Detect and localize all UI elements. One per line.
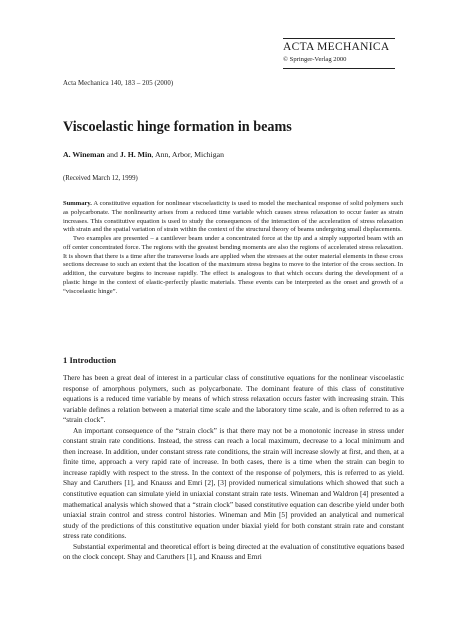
abstract-paragraph-2: Two examples are presented – a cantilever beam under a concentrated force at the tip and a simply supported beam with an off center concentrated force. The regions with the greatest bending moments are also the regions of accelerated stress relaxation. It is shown that there is a time after the transverse loads are applied when the stresses at the outer material elements in these cross sections decrease to such an extent that the location of the maximum stress begins to move to the interior of the cross section. In addition, the curvature begins to increase rapidly. The effect is analogous to that which occurs during the development of a plastic hinge in the context of elastic-perfectly plastic materials. These events can be interpreted as the onset and growth of a “viscoelastic hinge”. (63, 235, 403, 295)
journal-masthead (283, 38, 395, 69)
abstract-text-1: A constitutive equation for nonlinear viscoelasticity is used to model the mechanical response of solid polymers such as polycarbonate. The nonlinearity arises from a reduced time variable which causes stress relaxation to occur faster as strain increases. This constitutive equation is used to study the consequences of the interaction of the acceleration of stress relaxation with strain and the spatial variation of strain within the context of the structural theory of beams undergoing small displacements. (63, 200, 403, 234)
received-date: (Received March 12, 1999) (63, 175, 138, 182)
author-line (63, 150, 224, 160)
intro-paragraph-3: Substantial experimental and theoretical effort is being directed at the evaluation of constitutive equations based on the clock concept. Shay and Caruthers [1], and Knauss and Emri (63, 541, 404, 562)
journal-reference: Acta Mechanica 140, 183 – 205 (2000) (63, 80, 174, 87)
copyright-line: © Springer-Verlag 2000 (283, 56, 347, 63)
journal-name: ACTA MECHANICA (283, 41, 390, 53)
author-affiliation: , Ann, Arbor, Michigan (151, 150, 224, 159)
intro-paragraph-1: There has been a great deal of interest in a particular class of constitutive equations for the nonlinear viscoelastic response of amorphous polymers, such as polycarbonate. The dominant feature of this class of constitutive equations is a reduced time variable by means of which stress relaxation occurs faster with increasing strain. This variable defines a relation between a material time scale and the laboratory time scale, and is often referred to as a “strain clock”. (63, 373, 404, 425)
abstract-label: Summary. (63, 200, 92, 207)
author-conjunction: and (104, 150, 120, 159)
masthead-bottom-rule (283, 68, 395, 69)
author-1: A. Wineman (63, 150, 105, 159)
introduction-body (63, 373, 404, 563)
abstract (63, 200, 403, 296)
author-2: J. H. Min (119, 150, 152, 159)
abstract-paragraph-1 (63, 200, 403, 235)
section-heading-introduction: 1 Introduction (63, 355, 117, 365)
intro-paragraph-2: An important consequence of the “strain clock” is that there may not be a monotonic increase in stress under constant strain rate conditions. Instead, the stress can reach a local maximum, decrease to a local minimum and then increase. In addition, under constant stress rate conditions, the strain will increase slowly at first, and then, at a finite time, approach a very rapid rate of increase. In both cases, there is a time when the strain can begin to increase rapidly with respect to the stress. In the context of the response of polymers, this is referred to as yield. Shay and Caruthers [1], and Knauss and Emri [2], [3] provided numerical simulations which showed that such a constitutive equation can simulate yield in uniaxial constant strain rate tests. Wineman and Waldron [4] presented a mathematical analysis which showed that a “strain clock” based constitutive equation can describe yield under both uniaxial strain control and stress control histories. Wineman and Min [5] provided an analytical and numerical study of the predictions of this constitutive equation under biaxial yield for both constant strain rate and constant stress rate conditions. (63, 425, 404, 541)
masthead-top-rule (283, 38, 395, 39)
article-title: Viscoelastic hinge formation in beams (63, 119, 292, 135)
